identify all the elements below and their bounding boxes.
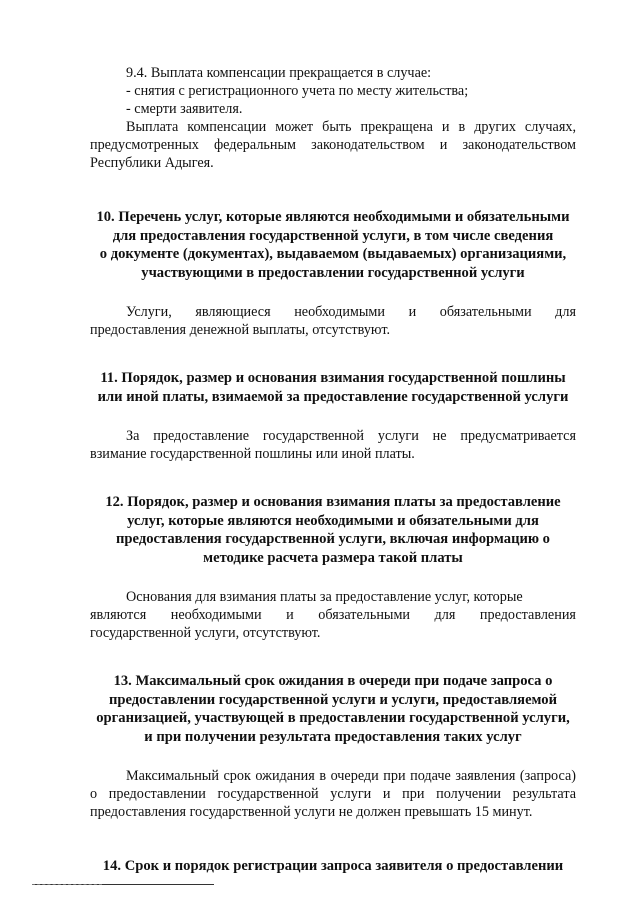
word: являются [90, 607, 147, 623]
word: необходимыми [294, 304, 385, 320]
clause-9-4-title: 9.4. Выплата компенсации прекращается в случае: [126, 65, 432, 81]
section-10 [90, 208, 576, 339]
heading-line: организацией, участвующей в предоставлении государственной услуги, [96, 710, 570, 726]
section-10-body-line-2: предоставления денежной выплаты, отсутствуют. [90, 322, 391, 338]
section-12 [90, 493, 576, 642]
footer-rule-dashed [32, 884, 102, 885]
heading-line: методике расчета размера такой платы [203, 549, 463, 566]
word: обязательными [318, 607, 411, 623]
section-12-heading [90, 493, 576, 567]
heading-line: 12. Порядок, размер и основания взимания платы за предоставление [105, 494, 561, 510]
word: предоставления [479, 607, 576, 623]
section-11-heading [90, 369, 576, 406]
clause-9-4-item-2: - смерти заявителя. [126, 101, 243, 117]
word: для [555, 304, 576, 320]
heading-line: для предоставления государственной услуги, в том числе сведения [112, 227, 554, 244]
word: необходимыми [170, 607, 262, 623]
word: и [408, 304, 417, 320]
heading-line: или иной платы, взимаемой за предоставление государственной услуги [97, 388, 569, 405]
section-12-body-line-2 [90, 606, 576, 624]
section-9-4 [90, 64, 576, 172]
clause-9-4-item-1: - снятия с регистрационного учета по месту жительства; [126, 83, 469, 99]
heading-line: о документе (документах), выдаваемом (выдаваемых) организациями, [99, 246, 567, 262]
heading-line: участвующими в предоставлении государственной услуги [141, 264, 525, 281]
section-12-body-line-3: государственной услуги, отсутствуют. [90, 625, 321, 641]
clause-9-4-paragraph: Выплата компенсации может быть прекращена и в других случаях, предусмотренных федеральным законодательством и законодательством Республики Адыгея. [90, 119, 576, 171]
section-13 [90, 672, 576, 821]
section-14 [90, 857, 576, 876]
section-11-body: За предоставление государственной услуги не предусматривается взимание государственной пошлины или иной платы. [90, 428, 576, 462]
heading-line: предоставлении государственной услуги и услуги, предоставляемой [108, 691, 558, 708]
word: для [434, 607, 456, 623]
heading-line: 10. Перечень услуг, которые являются необходимыми и обязательными [96, 209, 570, 225]
heading-line: услуг, которые являются необходимыми и обязательными для [127, 512, 539, 529]
section-13-body: Максимальный срок ожидания в очереди при подаче заявления (запроса) о предоставлении государственной услуги и при получении результата предоставления государственной услуги не должен превышать 15 минут. [90, 768, 576, 820]
word: Услуги, [126, 304, 172, 320]
heading-line: 11. Порядок, размер и основания взимания государственной пошлины [100, 370, 566, 386]
heading-line: 13. Максимальный срок ожидания в очереди при подаче запроса о [113, 673, 553, 689]
section-14-heading: 14. Срок и порядок регистрации запроса заявителя о предоставлении [102, 858, 564, 874]
word: являющиеся [195, 304, 271, 320]
section-12-body-line-1: Основания для взимания платы за предоставление услуг, которые [126, 589, 523, 605]
section-11 [90, 369, 576, 463]
word: и [286, 607, 294, 623]
document-page [90, 64, 576, 876]
section-13-heading [90, 672, 576, 746]
heading-line: и при получении результата предоставления таких услуг [144, 728, 522, 745]
heading-line: предоставления государственной услуги, включая информацию о [116, 531, 550, 547]
section-10-body-line-1 [90, 303, 576, 321]
word: обязательными [439, 304, 532, 320]
section-10-heading [90, 208, 576, 282]
